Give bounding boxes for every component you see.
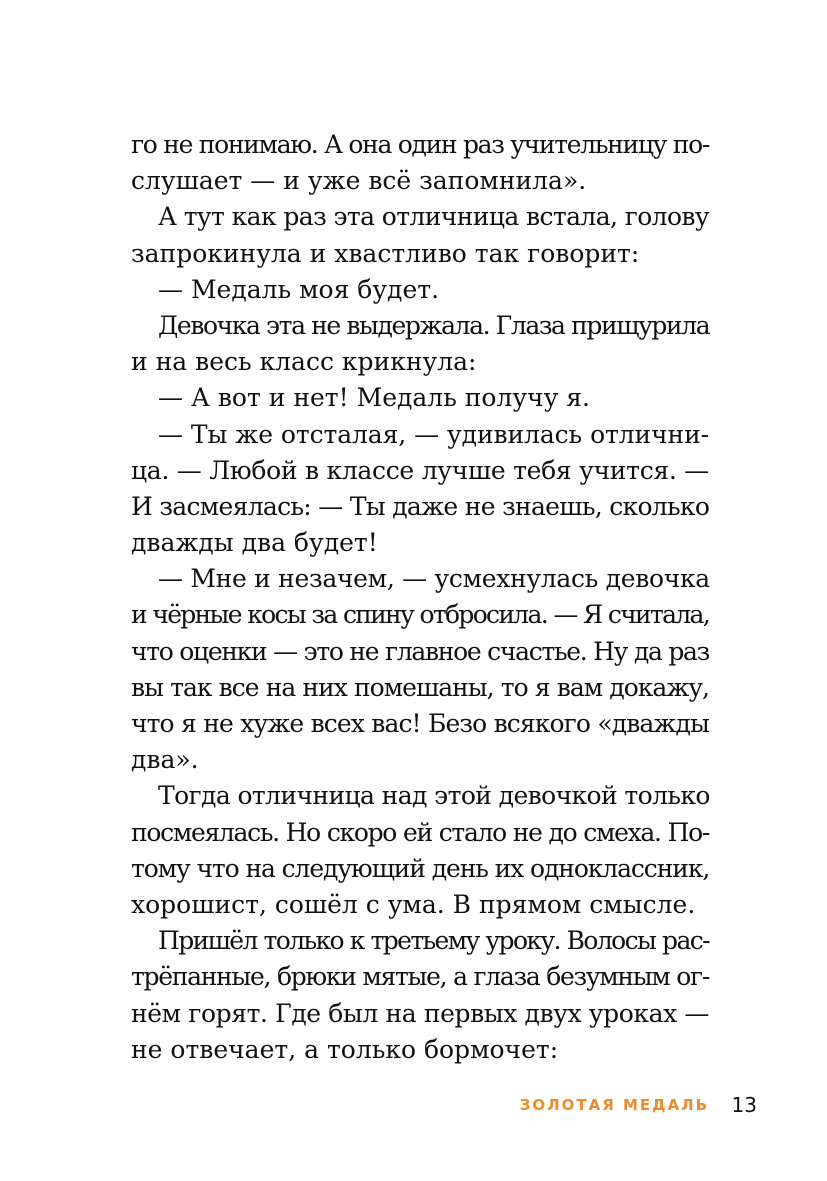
text-line: два». <box>131 745 199 775</box>
text-line: го не понимаю. А она один раз учительницу по- <box>131 130 709 159</box>
text-line: что оценки — это не главное счастье. Ну да раз <box>131 636 709 666</box>
text-line: — Ты же отсталая, — удивилась отлични- <box>158 419 709 449</box>
text-line: и на весь класс крикнула: <box>131 347 477 377</box>
text-line: И засмеялась: — Ты даже не знаешь, сколько <box>131 491 710 521</box>
text-line: посмеялась. Но скоро ей стало не до смеха. По- <box>131 817 709 847</box>
text-line: нём горят. Где был на первых двух уроках — <box>131 998 709 1028</box>
text-line: и чёрные косы за спину отбросила. — Я считала, <box>131 600 709 630</box>
text-line: вы так все на них помешаны, то я вам докажу, <box>131 672 709 702</box>
text-line: — Мне и незачем, — усмехнулась девочка <box>158 564 710 594</box>
text-line: ца. — Любой в классе лучше тебя учится. — <box>131 455 709 485</box>
text-line: — А вот и нет! Медаль получу я. <box>158 383 590 413</box>
text-line: хорошист, сошёл с ума. В прямом смысле. <box>131 889 696 919</box>
text-line: слушает — и уже всё запомнила». <box>131 166 587 196</box>
page-footer <box>0 1093 827 1120</box>
text-line: не отвечает, а только бормочет: <box>131 1034 559 1064</box>
body-text <box>131 127 709 1068</box>
text-line: Пришёл только к третьему уроку. Волосы рас- <box>158 926 709 956</box>
running-head: ЗОЛОТАЯ МЕДАЛЬ <box>519 1096 709 1114</box>
text-line: дважды два будет! <box>131 528 378 558</box>
page-number: 13 <box>731 1093 757 1117</box>
text-line: запрокинула и хвастливо так говорит: <box>131 238 640 268</box>
text-line: А тут как раз эта отличница встала, голову <box>158 202 709 232</box>
text-line: трёпанные, брюки мятые, а глаза безумным ог- <box>131 962 709 992</box>
text-line: Тогда отличница над этой девочкой только <box>158 781 710 811</box>
text-line: тому что на следующий день их одноклассник, <box>131 853 710 883</box>
text-line: Девочка эта не выдержала. Глаза прищурила <box>158 310 710 340</box>
text-line: — Медаль моя будет. <box>158 274 440 304</box>
text-line: что я не хуже всех вас! Безо всякого «дважды <box>131 709 709 738</box>
